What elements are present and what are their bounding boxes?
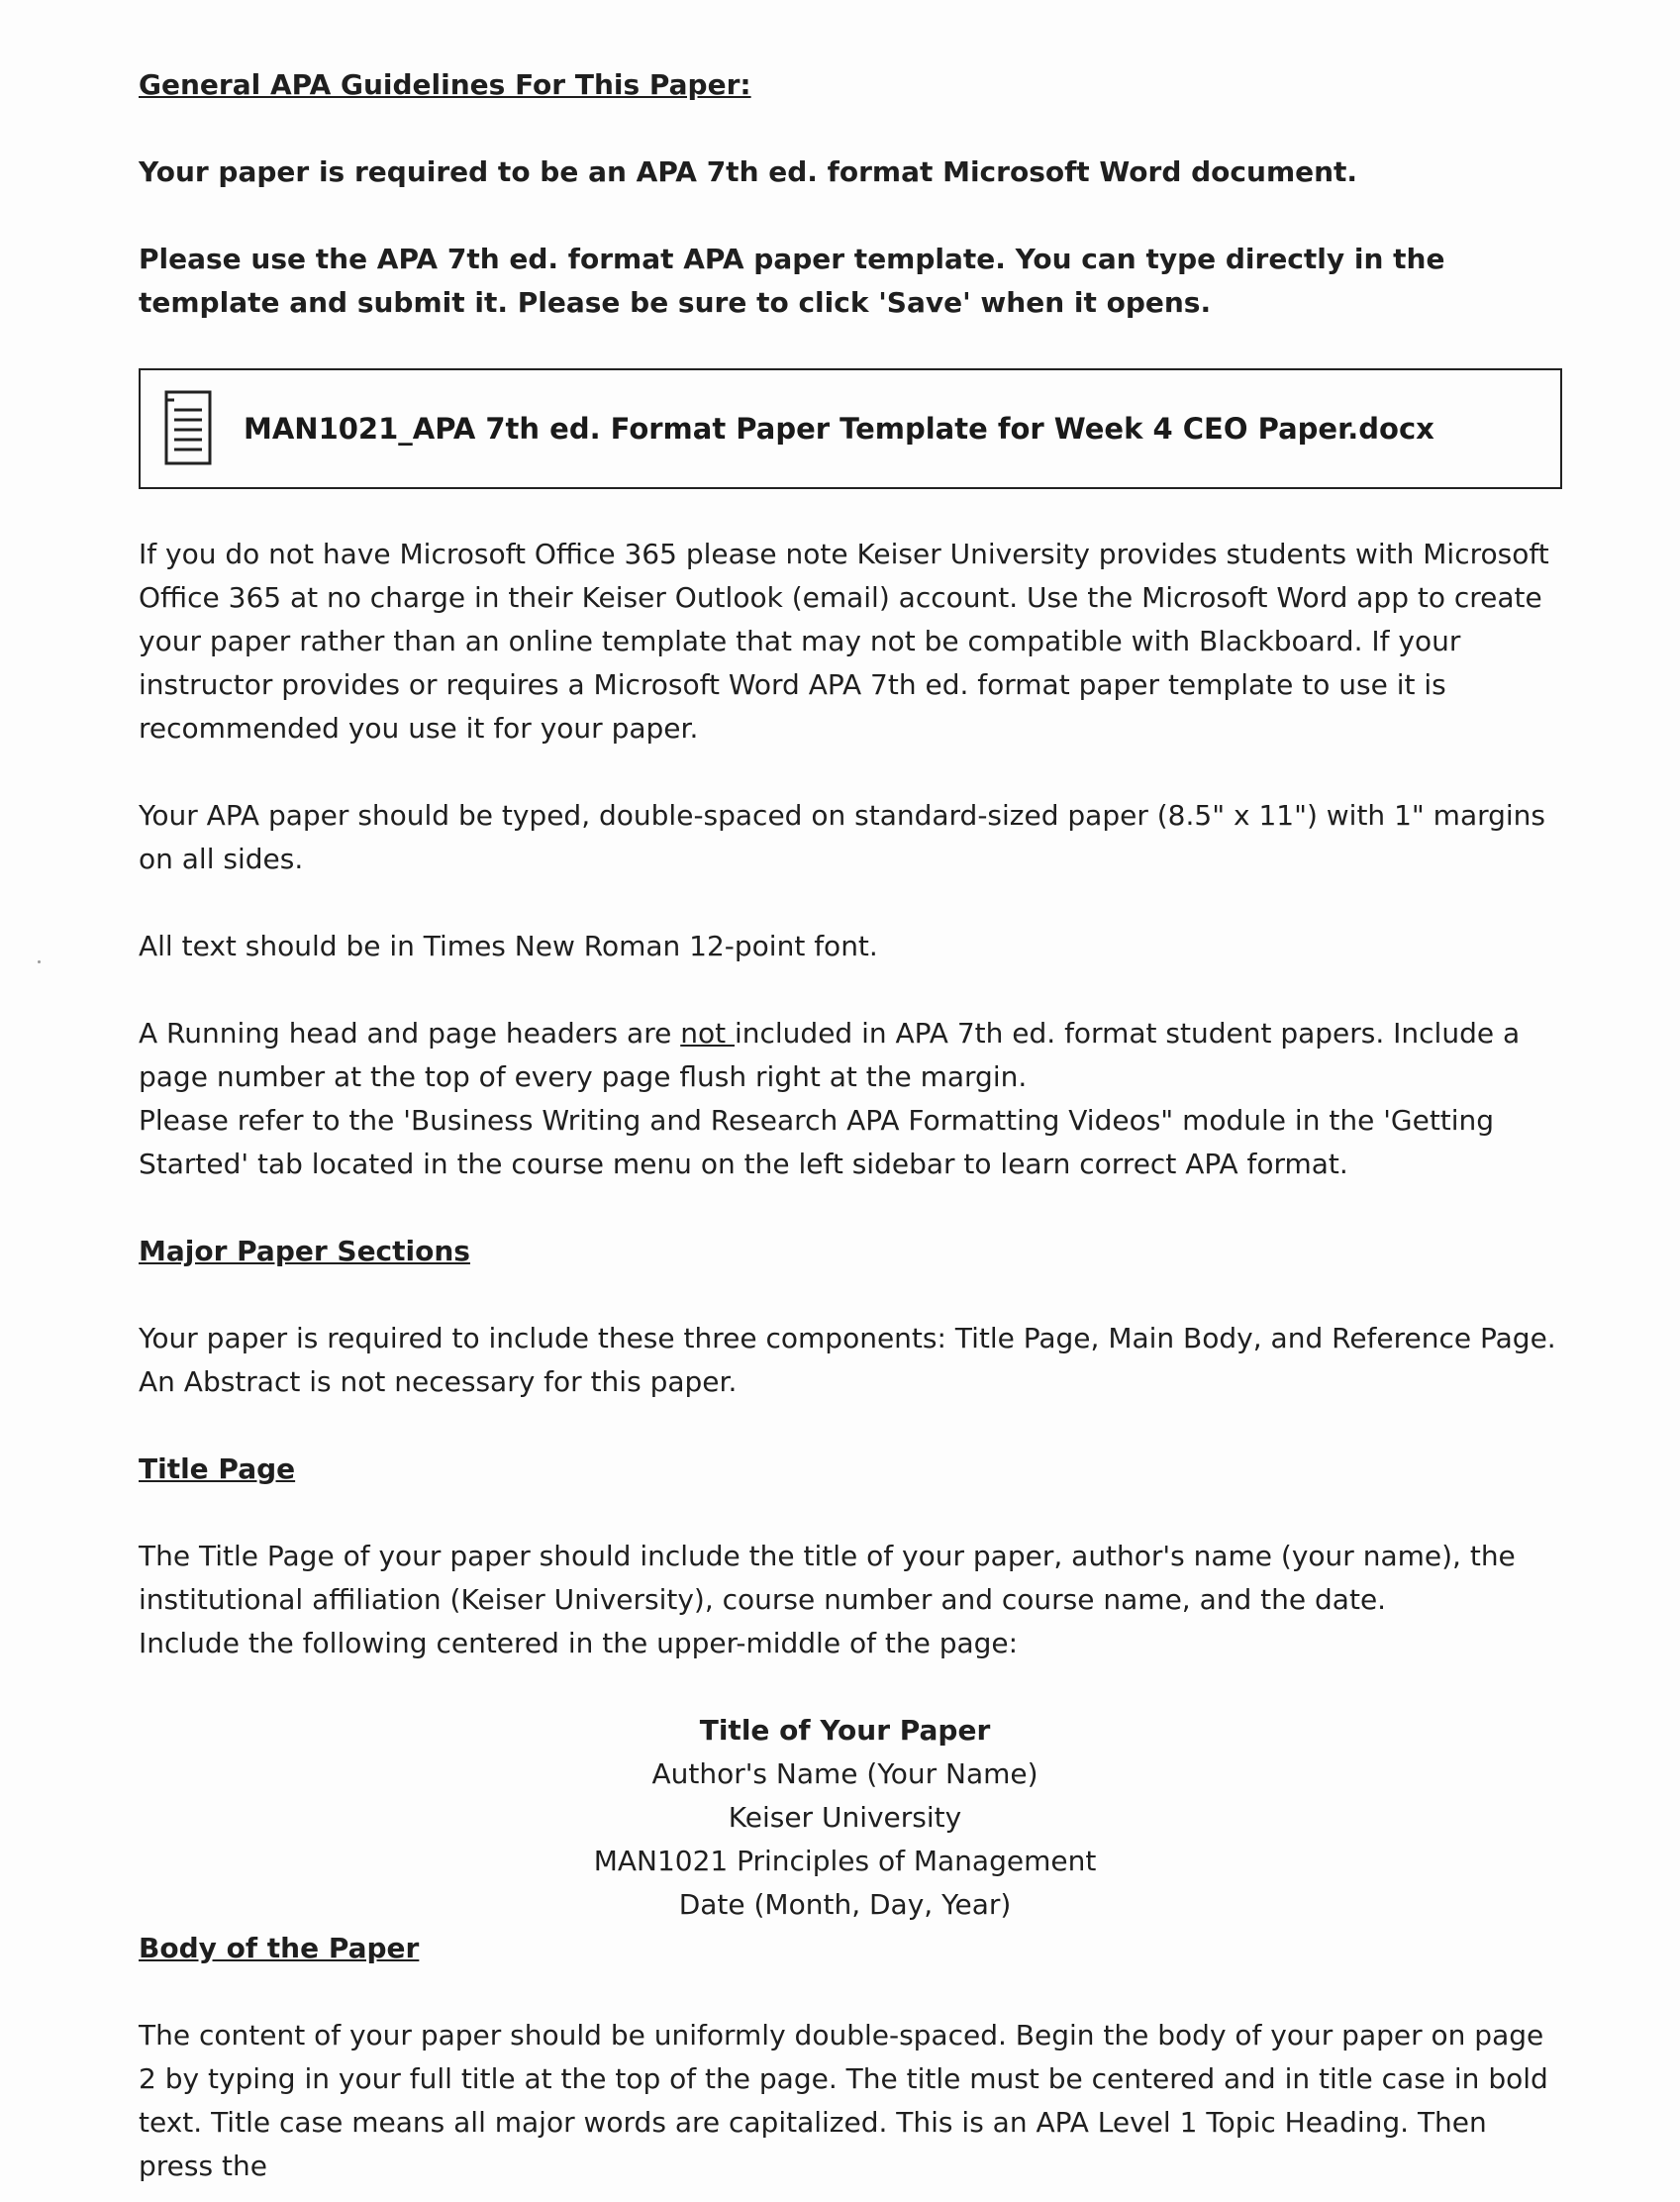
template-instruction-text: Please use the APA 7th ed. format APA paper template. You can type directly in the template and submit it. Please be sure to click 'Save' when it opens.: [139, 243, 1445, 319]
running-head-paragraph: [139, 1012, 1561, 1099]
body-heading: Body of the Paper: [139, 1932, 420, 1964]
example-course: MAN1021 Principles of Management: [593, 1845, 1097, 1877]
refer-paragraph: Please refer to the 'Business Writing and Research APA Formatting Videos" module in the 'Getting Started' tab located in the course menu on the left sidebar to learn correct APA format.: [139, 1104, 1495, 1180]
running-head-text-start: A Running head and page headers are: [139, 1017, 681, 1050]
title-page-heading: Title Page: [139, 1452, 296, 1485]
guidelines-heading: General APA Guidelines For This Paper:: [139, 68, 751, 101]
major-sections-paragraph: Your paper is required to include these three components: Title Page, Main Body, and Reference Page. An Abstract is not necessary for this paper.: [139, 1322, 1556, 1398]
running-head-text-end: included in APA 7th ed. format student papers. Include a page number at the top of every page flush right at the margin.: [139, 1017, 1521, 1093]
major-sections-heading: Major Paper Sections: [139, 1235, 470, 1267]
attachment-filename-link[interactable]: MAN1021_APA 7th ed. Format Paper Template for Week 4 CEO Paper.docx: [244, 412, 1434, 446]
running-head-emphasis: not: [680, 1017, 735, 1050]
document-icon: [162, 390, 214, 467]
requirement-text: Your paper is required to be an APA 7th ed. format Microsoft Word document.: [139, 155, 1358, 188]
title-page-paragraph: The Title Page of your paper should include the title of your paper, author's name (your name), the institutional affiliation (Keiser University), course number and course name, and the date.: [139, 1540, 1516, 1616]
title-page-instruction: Include the following centered in the upper-middle of the page:: [139, 1627, 1019, 1659]
example-date: Date (Month, Day, Year): [678, 1888, 1012, 1921]
template-attachment[interactable]: [139, 368, 1562, 489]
spacing-paragraph: Your APA paper should be typed, double-spaced on standard-sized paper (8.5" x 11") with 1" margins on all sides.: [139, 799, 1546, 875]
font-paragraph: All text should be in Times New Roman 12-point font.: [139, 930, 878, 962]
title-page-example: [139, 1709, 1561, 1927]
scan-speck: [38, 960, 41, 963]
example-institution: Keiser University: [728, 1801, 962, 1834]
example-author: Author's Name (Your Name): [651, 1757, 1038, 1790]
example-title: Title of Your Paper: [699, 1714, 991, 1747]
body-paragraph: The content of your paper should be uniformly double-spaced. Begin the body of your paper on page 2 by typing in your full title at the top of the page. The title must be centered and in title case in bold text. Title case means all major words are capitalized. This is an APA Level 1 Topic Heading. Then press the: [139, 2019, 1548, 2182]
office-note-paragraph: If you do not have Microsoft Office 365 please note Keiser University provides students with Microsoft Office 365 at no charge in their Keiser Outlook (email) account. Use the Microsoft Word app to create your paper rather than an online template that may not be compatible with Blackboard. If your instructor provides or requires a Microsoft Word APA 7th ed. format paper template to use it is recommended you use it for your paper.: [139, 538, 1549, 745]
